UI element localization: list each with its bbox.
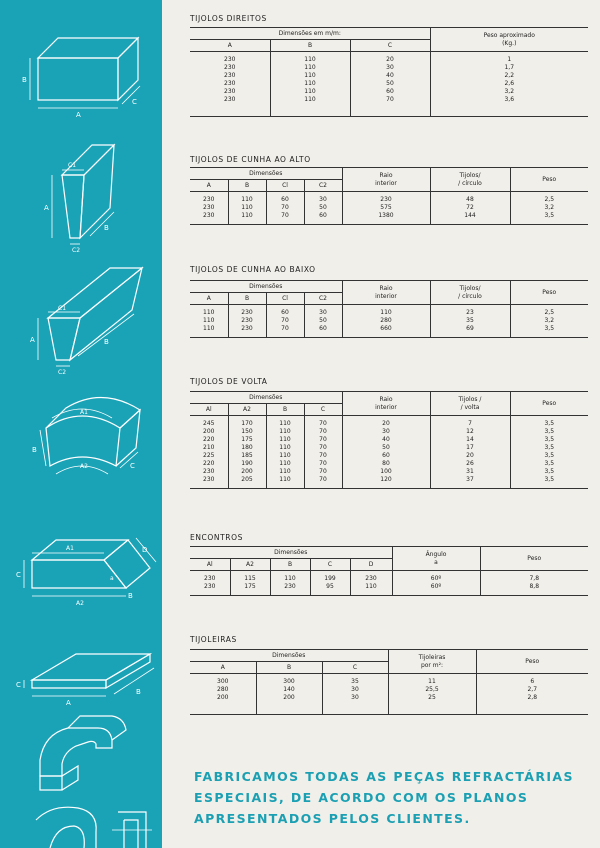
- header-line: Raio: [379, 395, 393, 403]
- table-cell: 3,5: [510, 436, 588, 444]
- diagram-label: A1: [66, 545, 74, 552]
- table-cell: 200: [256, 694, 322, 702]
- table-cell: 110: [350, 583, 392, 591]
- table-cell: 25,5: [388, 686, 476, 694]
- table-row: [190, 96, 588, 104]
- table-cell: 110: [203, 317, 215, 324]
- group-header: Dimensões: [190, 281, 342, 293]
- table-cell: 3,2: [430, 88, 588, 96]
- table-cell: 230: [203, 212, 215, 219]
- table-cell: 2,7: [476, 686, 588, 694]
- table-tijolos-direitos: [190, 27, 588, 117]
- table-cell: 70: [304, 468, 342, 476]
- table-cell: 300: [217, 678, 229, 685]
- table-cell: 7,8: [480, 575, 588, 583]
- table-cell: 70: [350, 96, 430, 104]
- table-cell: 17: [430, 444, 510, 452]
- table-cell: 230: [224, 88, 236, 95]
- column-header: C: [304, 404, 342, 416]
- table-cell: 69: [430, 325, 510, 333]
- header-line: / círculo: [458, 179, 482, 187]
- wedge-end-brick-diagram: [44, 145, 114, 254]
- table-cell: 70: [266, 212, 304, 220]
- table-cell: 110: [270, 80, 350, 88]
- table-encontros: [190, 546, 588, 596]
- table-cell: 3,2: [510, 204, 588, 212]
- header-line: a: [434, 558, 438, 566]
- column-header: A: [190, 293, 228, 305]
- table-cell: 60: [304, 325, 342, 333]
- table-cell: 50: [342, 444, 430, 452]
- column-header: Cl: [266, 293, 304, 305]
- column-header: Cl: [266, 180, 304, 192]
- table-cell: 70: [304, 436, 342, 444]
- column-header: C: [310, 559, 350, 571]
- table-row: [190, 468, 588, 476]
- table-cell: 225: [203, 452, 215, 459]
- table-cell: 245: [203, 420, 215, 427]
- header-line: interior: [375, 292, 397, 300]
- diagram-label: C: [16, 681, 21, 689]
- header-line: / volta: [460, 403, 480, 411]
- table-cell: 70: [304, 444, 342, 452]
- arch-brick-diagram: [32, 397, 140, 474]
- table-row: [190, 575, 588, 583]
- header-line: Ângulo: [425, 550, 447, 558]
- table-cell: 25: [388, 694, 476, 702]
- column-header-tijolos: [430, 392, 510, 416]
- footer-slogan: [194, 766, 600, 829]
- header-line: Tijolos/: [459, 284, 481, 292]
- column-header-peso: [430, 28, 588, 52]
- table-cell: 3,5: [510, 468, 588, 476]
- column-header-raio: [342, 392, 430, 416]
- table-row: [190, 309, 588, 317]
- brick-diagrams: [0, 0, 162, 848]
- table-cell: 230: [203, 476, 215, 483]
- table-cell: 3,5: [510, 460, 588, 468]
- table-cell: 20: [430, 452, 510, 460]
- table-row: [190, 325, 588, 333]
- table-cell: 8,8: [480, 583, 588, 591]
- column-header-peso: Peso: [510, 392, 588, 416]
- diagram-label: A: [66, 699, 71, 707]
- table-cell: 230: [228, 325, 266, 333]
- diagram-sidebar: [0, 0, 162, 848]
- table-cell: 200: [228, 468, 266, 476]
- header-line: Tijolos /: [458, 395, 482, 403]
- table-cell: 110: [270, 575, 310, 583]
- table-row: [190, 212, 588, 220]
- column-header: A: [190, 40, 270, 52]
- table-cell: 185: [228, 452, 266, 460]
- column-header-tijoleiras: [388, 650, 476, 674]
- table-cell: 3,5: [510, 452, 588, 460]
- table-cell: 50: [304, 317, 342, 325]
- diagram-label: C: [16, 571, 21, 579]
- table-cell: 12: [430, 428, 510, 436]
- table-cell: 70: [266, 317, 304, 325]
- column-header: C: [350, 40, 430, 52]
- table-cell: 110: [266, 436, 304, 444]
- table-row: [190, 460, 588, 468]
- table-cell: 3,5: [510, 212, 588, 220]
- table-cell: 230: [270, 583, 310, 591]
- table-cell: 110: [266, 452, 304, 460]
- table-cell: 80: [342, 460, 430, 468]
- column-header: B: [270, 559, 310, 571]
- table-cell: 2,6: [430, 80, 588, 88]
- table-cell: 14: [430, 436, 510, 444]
- group-header: Dimensões: [190, 168, 342, 180]
- table-row: [190, 444, 588, 452]
- diagram-label: C1: [58, 305, 67, 312]
- column-header-peso: Peso: [476, 650, 588, 674]
- header-line: por m²:: [420, 661, 444, 669]
- table-cell: 37: [430, 476, 510, 484]
- table-cell: 26: [430, 460, 510, 468]
- table-cell: 230: [228, 309, 266, 317]
- table-cell: 230: [203, 196, 215, 203]
- table-row: [190, 436, 588, 444]
- group-header: Dimensões: [190, 650, 388, 662]
- table-cell: 70: [304, 428, 342, 436]
- section-title-cunha-alto: TIJOLOS DE CUNHA AO ALTO: [190, 155, 311, 164]
- table-cell: 50: [304, 204, 342, 212]
- table-cell: 20: [350, 56, 430, 64]
- table-cell: 230: [224, 56, 236, 63]
- header-line: / círculo: [458, 292, 482, 300]
- diagram-label: C: [132, 98, 137, 106]
- table-cell: 220: [203, 460, 215, 467]
- table-cell: 280: [342, 317, 430, 325]
- special-pieces-diagram: [36, 716, 152, 848]
- header-line: Tijoleiras: [418, 653, 446, 661]
- table-cell: 30: [322, 686, 388, 694]
- group-header: Dimensões: [190, 547, 392, 559]
- table-cell: 200: [217, 694, 229, 701]
- header-line: Peso aproximado: [483, 31, 535, 39]
- diagram-label: A: [44, 204, 49, 212]
- diagram-label: C2: [58, 369, 67, 376]
- table-cell: 60: [304, 212, 342, 220]
- column-header: B: [228, 293, 266, 305]
- column-header: C: [322, 662, 388, 674]
- table-cell: 6: [476, 678, 588, 686]
- table-cell: 110: [228, 204, 266, 212]
- section-title-volta: TIJOLOS DE VOLTA: [190, 377, 268, 386]
- table-cell: 110: [270, 64, 350, 72]
- wedge-side-brick-diagram: [30, 268, 142, 376]
- table-cell: 35: [430, 317, 510, 325]
- table-cell: 210: [203, 444, 215, 451]
- table-cell: 205: [228, 476, 266, 484]
- diagram-label: A1: [80, 409, 88, 416]
- table-cell: 7: [430, 420, 510, 428]
- table-cell: 180: [228, 444, 266, 452]
- table-row: [190, 56, 588, 64]
- table-cell: 230: [228, 317, 266, 325]
- table-row: [190, 196, 588, 204]
- table-row: [190, 88, 588, 96]
- table-cell: 40: [350, 72, 430, 80]
- table-cell: 70: [266, 204, 304, 212]
- table-cell: 110: [266, 428, 304, 436]
- table-row: [190, 64, 588, 72]
- table-cell: 110: [342, 309, 430, 317]
- diagram-label: A: [76, 111, 81, 119]
- column-header: A2: [230, 559, 270, 571]
- slogan-line: FABRICAMOS TODAS AS PEÇAS REFRACTÁRIAS: [194, 769, 574, 784]
- table-row: [190, 694, 588, 702]
- header-line: Tijolos/: [459, 171, 481, 179]
- column-header-peso: Peso: [510, 168, 588, 192]
- table-cell: 60: [266, 309, 304, 317]
- table-cell: 230: [203, 468, 215, 475]
- section-title-tijolos-direitos: TIJOLOS DIREITOS: [190, 14, 267, 23]
- table-cell: 23: [430, 309, 510, 317]
- diagram-label: B: [128, 592, 133, 600]
- column-header-tijolos: [430, 281, 510, 305]
- table-cell: 120: [342, 476, 430, 484]
- table-cell: 30: [304, 309, 342, 317]
- diagram-label: B: [22, 76, 27, 84]
- group-header: Dimensões em m/m:: [190, 28, 430, 40]
- table-cell: 220: [203, 436, 215, 443]
- table-cell: 170: [228, 420, 266, 428]
- table-cell: 110: [266, 460, 304, 468]
- table-cell: 280: [217, 686, 229, 693]
- table-row: [190, 686, 588, 694]
- table-cell: 2,5: [510, 309, 588, 317]
- diagram-label: C: [130, 462, 135, 470]
- section-title-encontros: ENCONTROS: [190, 533, 243, 542]
- column-header: Al: [190, 559, 230, 571]
- table-cell: 3,2: [510, 317, 588, 325]
- table-cell: 230: [203, 204, 215, 211]
- column-header-raio: [342, 168, 430, 192]
- table-cell: 70: [304, 476, 342, 484]
- table-cell: 230: [224, 64, 236, 71]
- table-row: [190, 428, 588, 436]
- slogan-line: APRESENTADOS PELOS CLIENTES.: [194, 811, 471, 826]
- table-cell: 230: [224, 72, 236, 79]
- column-header: A2: [228, 404, 266, 416]
- table-cell: 300: [256, 678, 322, 686]
- section-title-tijoleiras: TIJOLEIRAS: [190, 635, 237, 644]
- section-title-cunha-baixo: TIJOLOS DE CUNHA AO BAIXO: [190, 265, 316, 274]
- table-cell: 3,5: [510, 444, 588, 452]
- table-cell: 110: [270, 72, 350, 80]
- table-row: [190, 80, 588, 88]
- table-cell: 48: [430, 196, 510, 204]
- header-line: Raio: [379, 171, 393, 179]
- table-cell: 115: [230, 575, 270, 583]
- table-cell: 3,5: [510, 420, 588, 428]
- column-header-peso: Peso: [510, 281, 588, 305]
- table-cell: 1,7: [430, 64, 588, 72]
- column-header-raio: [342, 281, 430, 305]
- table-cell: 230: [204, 583, 216, 590]
- table-row: [190, 420, 588, 428]
- straight-brick-diagram: [22, 38, 140, 119]
- table-row: [190, 204, 588, 212]
- table-cell: 175: [230, 583, 270, 591]
- header-line: (Kg.): [502, 39, 517, 47]
- table-cell: 70: [304, 420, 342, 428]
- table-cell: 30: [304, 196, 342, 204]
- group-header: Dimensões: [190, 392, 342, 404]
- table-cell: 110: [270, 56, 350, 64]
- header-line: Raio: [379, 284, 393, 292]
- table-cell: 2,5: [510, 196, 588, 204]
- table-cell: 110: [203, 325, 215, 332]
- tile-diagram: [16, 654, 154, 707]
- diagram-label: a: [110, 575, 114, 582]
- column-header: C2: [304, 180, 342, 192]
- header-line: interior: [375, 403, 397, 411]
- diagram-label: B: [104, 338, 109, 346]
- table-row: [190, 678, 588, 686]
- column-header: C2: [304, 293, 342, 305]
- table-cell: 70: [304, 452, 342, 460]
- diagram-label: A2: [76, 600, 84, 607]
- table-cell: 60º: [392, 583, 480, 591]
- table-cell: 110: [228, 212, 266, 220]
- table-cell: 60: [266, 196, 304, 204]
- table-cell: 230: [224, 80, 236, 87]
- table-cell: 110: [228, 196, 266, 204]
- table-cell: 95: [310, 583, 350, 591]
- table-cell: 575: [342, 204, 430, 212]
- table-cunha-baixo: [190, 280, 588, 338]
- table-cell: 3,6: [430, 96, 588, 104]
- table-cell: 110: [266, 420, 304, 428]
- diagram-label: D: [142, 546, 148, 554]
- table-row: [190, 72, 588, 80]
- table-cell: 110: [266, 444, 304, 452]
- table-cell: 70: [304, 460, 342, 468]
- table-cell: 1380: [342, 212, 430, 220]
- table-cell: 110: [266, 476, 304, 484]
- table-cell: 230: [350, 575, 392, 583]
- skew-brick-diagram: [16, 538, 156, 607]
- table-cell: 110: [270, 96, 350, 104]
- table-cell: 30: [322, 694, 388, 702]
- table-cell: 1: [430, 56, 588, 64]
- table-row: [190, 317, 588, 325]
- table-cell: 2,8: [476, 694, 588, 702]
- column-header-angulo: [392, 547, 480, 571]
- diagram-label: A: [30, 336, 35, 344]
- table-cell: 60º: [392, 575, 480, 583]
- diagram-label: B: [136, 688, 141, 696]
- table-cell: 200: [203, 428, 215, 435]
- table-cell: 175: [228, 436, 266, 444]
- column-header: Al: [190, 404, 228, 416]
- table-cell: 60: [342, 452, 430, 460]
- column-header: A: [190, 662, 256, 674]
- table-cell: 40: [342, 436, 430, 444]
- table-tijoleiras: [190, 649, 588, 715]
- table-volta: [190, 391, 588, 489]
- table-cell: 3,5: [510, 476, 588, 484]
- table-cell: 190: [228, 460, 266, 468]
- table-row: [190, 452, 588, 460]
- table-cell: 3,5: [510, 428, 588, 436]
- column-header: D: [350, 559, 392, 571]
- table-cunha-alto: [190, 167, 588, 225]
- table-cell: 230: [224, 96, 236, 103]
- table-cell: 144: [430, 212, 510, 220]
- table-cell: 70: [266, 325, 304, 333]
- table-cell: 660: [342, 325, 430, 333]
- table-cell: 140: [256, 686, 322, 694]
- diagram-label: A2: [80, 463, 88, 470]
- table-cell: 35: [322, 678, 388, 686]
- column-header: B: [266, 404, 304, 416]
- diagram-label: B: [104, 224, 109, 232]
- table-cell: 3,5: [510, 325, 588, 333]
- table-cell: 100: [342, 468, 430, 476]
- diagram-label: C2: [72, 247, 81, 254]
- table-cell: 230: [204, 575, 216, 582]
- column-header-tijolos: [430, 168, 510, 192]
- diagram-label: C1: [68, 162, 77, 169]
- table-cell: 30: [350, 64, 430, 72]
- column-header: B: [228, 180, 266, 192]
- column-header: B: [270, 40, 350, 52]
- column-header-peso: Peso: [480, 547, 588, 571]
- table-cell: 150: [228, 428, 266, 436]
- table-cell: 2,2: [430, 72, 588, 80]
- table-row: [190, 583, 588, 591]
- table-cell: 60: [350, 88, 430, 96]
- table-cell: 110: [270, 88, 350, 96]
- table-cell: 11: [388, 678, 476, 686]
- diagram-label: B: [32, 446, 37, 454]
- table-row: [190, 476, 588, 484]
- column-header: A: [190, 180, 228, 192]
- header-line: interior: [375, 179, 397, 187]
- table-cell: 72: [430, 204, 510, 212]
- table-cell: 199: [310, 575, 350, 583]
- table-cell: 20: [342, 420, 430, 428]
- table-cell: 110: [203, 309, 215, 316]
- table-cell: 50: [350, 80, 430, 88]
- table-cell: 31: [430, 468, 510, 476]
- slogan-line: ESPECIAIS, DE ACORDO COM OS PLANOS: [194, 790, 529, 805]
- tables-area: [162, 0, 600, 848]
- table-cell: 30: [342, 428, 430, 436]
- column-header: B: [256, 662, 322, 674]
- table-cell: 230: [342, 196, 430, 204]
- table-cell: 110: [266, 468, 304, 476]
